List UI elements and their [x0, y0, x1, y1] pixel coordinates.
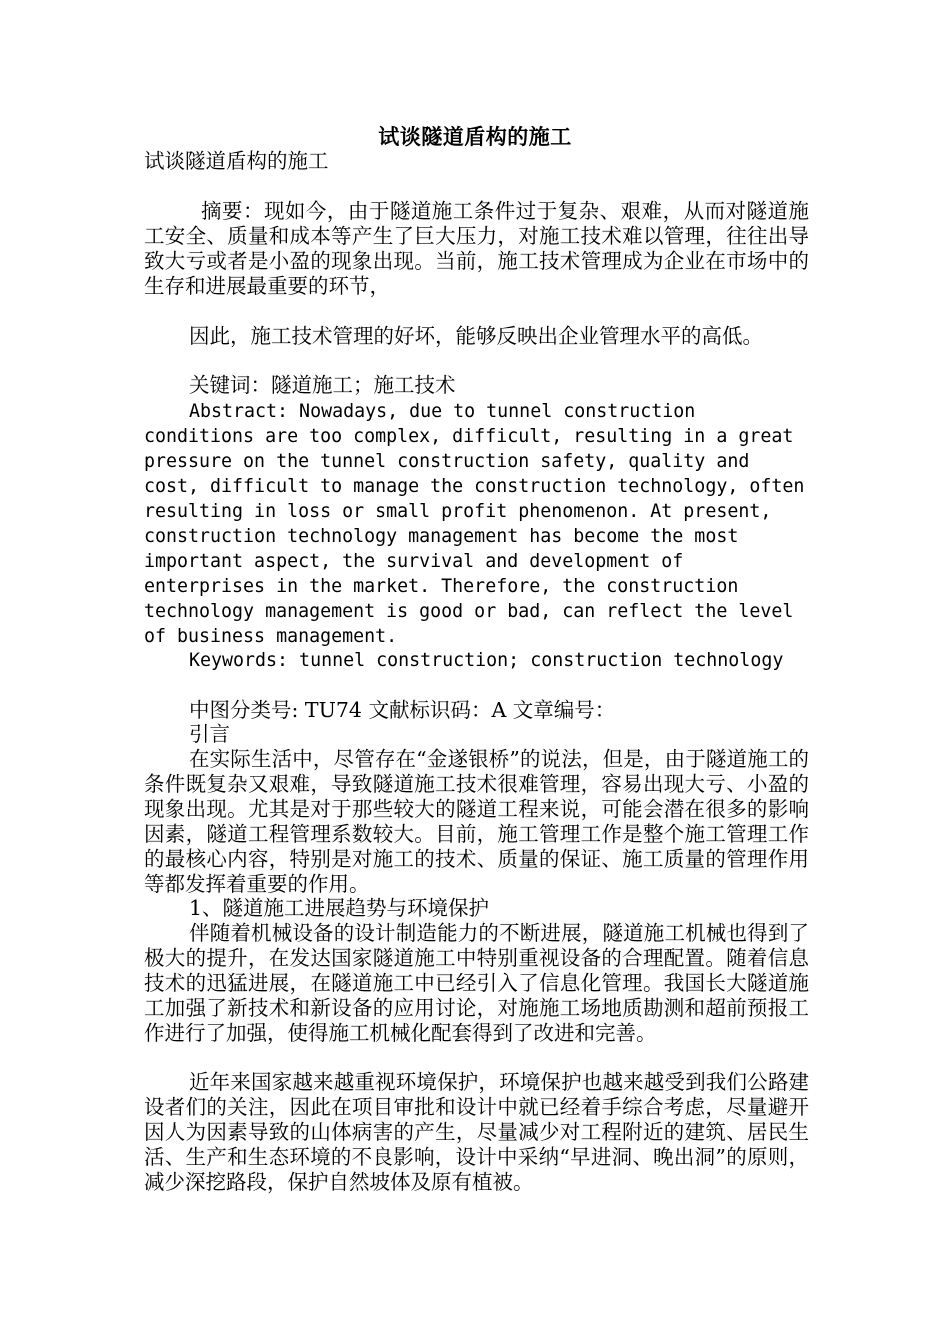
keywords-cn: 关键词：隧道施工；施工技术 — [189, 373, 456, 397]
classification-line: 中图分类号: TU74 文献标识码：A 文章编号： — [189, 698, 616, 722]
section1-paragraph-2: 近年来国家越来越重视环境保护，环境保护也越来越受到我们公路建设者们的关注，因此在项目审批和设计中就已经着手综合考虑，尽量避开因人为因素导致的山体病害的产生，尽量减少对工程附近的建筑、居民生活、生产和生态环境的不良影响，设计中采纳“早进洞、晚出洞”的原则，减少深挖路段，保护自然坡体及原有植被。 — [144, 1070, 809, 1194]
section1-paragraph-1: 伴随着机械设备的设计制造能力的不断进展，隧道施工机械也得到了极大的提升，在发达国家隧道施工中特别重视设备的合理配置。随着信息技术的迅猛进展，在隧道施工中已经引入了信息化管理。我国长大隧道施工加强了新技术和新设备的应用讨论，对施施工场地质勘测和超前预报工作进行了加强，使得施工机械化配套得到了改进和完善。 — [144, 921, 809, 1045]
keywords-en: Keywords: tunnel construction; construction technology — [189, 650, 784, 671]
intro-paragraph: 在实际生活中，尽管存在“金遂银桥”的说法，但是，由于隧道施工的条件既复杂又艰难，导致隧道施工技术很难管理，容易出现大亏、小盈的现象出现。尤其是对于那些较大的隧道工程来说，可能会潜在很多的影响因素，隧道工程管理系数较大。目前，施工管理工作是整个施工管理工作的最核心内容，特别是对施工的技术、质量的保证、施工质量的管理作用等都发挥着重要的作用。 — [144, 747, 809, 896]
section1-heading: 1、隧道施工进展趋势与环境保护 — [189, 896, 490, 920]
abstract-cn-paragraph-2: 因此，施工技术管理的好坏，能够反映出企业管理水平的高低。 — [189, 324, 763, 348]
document-subtitle: 试谈隧道盾构的施工 — [144, 149, 329, 173]
document-title: 试谈隧道盾构的施工 — [378, 124, 572, 149]
abstract-cn-paragraph-1: 摘要：现如今，由于隧道施工条件过于复杂、艰难，从而对隧道施工安全、质量和成本等产生了巨大压力，对施工技术难以管理，往往出导致大亏或者是小盈的现象出现。当前，施工技术管理成为企业在市场中的生存和进展最重要的环节， — [144, 199, 809, 298]
intro-heading: 引言 — [189, 722, 230, 746]
abstract-en: Abstract: Nowadays, due to tunnel construction conditions are too complex, difficult, resulting in a great pressure on the tunnel construction safety, quality and cost, difficult to manage the construction technology, often resulting in loss or small profit phenomenon. At present, construction technology management has become the most important aspect, the survival and development of enterprises in the market. Therefore, the construction technology management is good or bad, can reflect the level of business management. — [144, 401, 805, 647]
